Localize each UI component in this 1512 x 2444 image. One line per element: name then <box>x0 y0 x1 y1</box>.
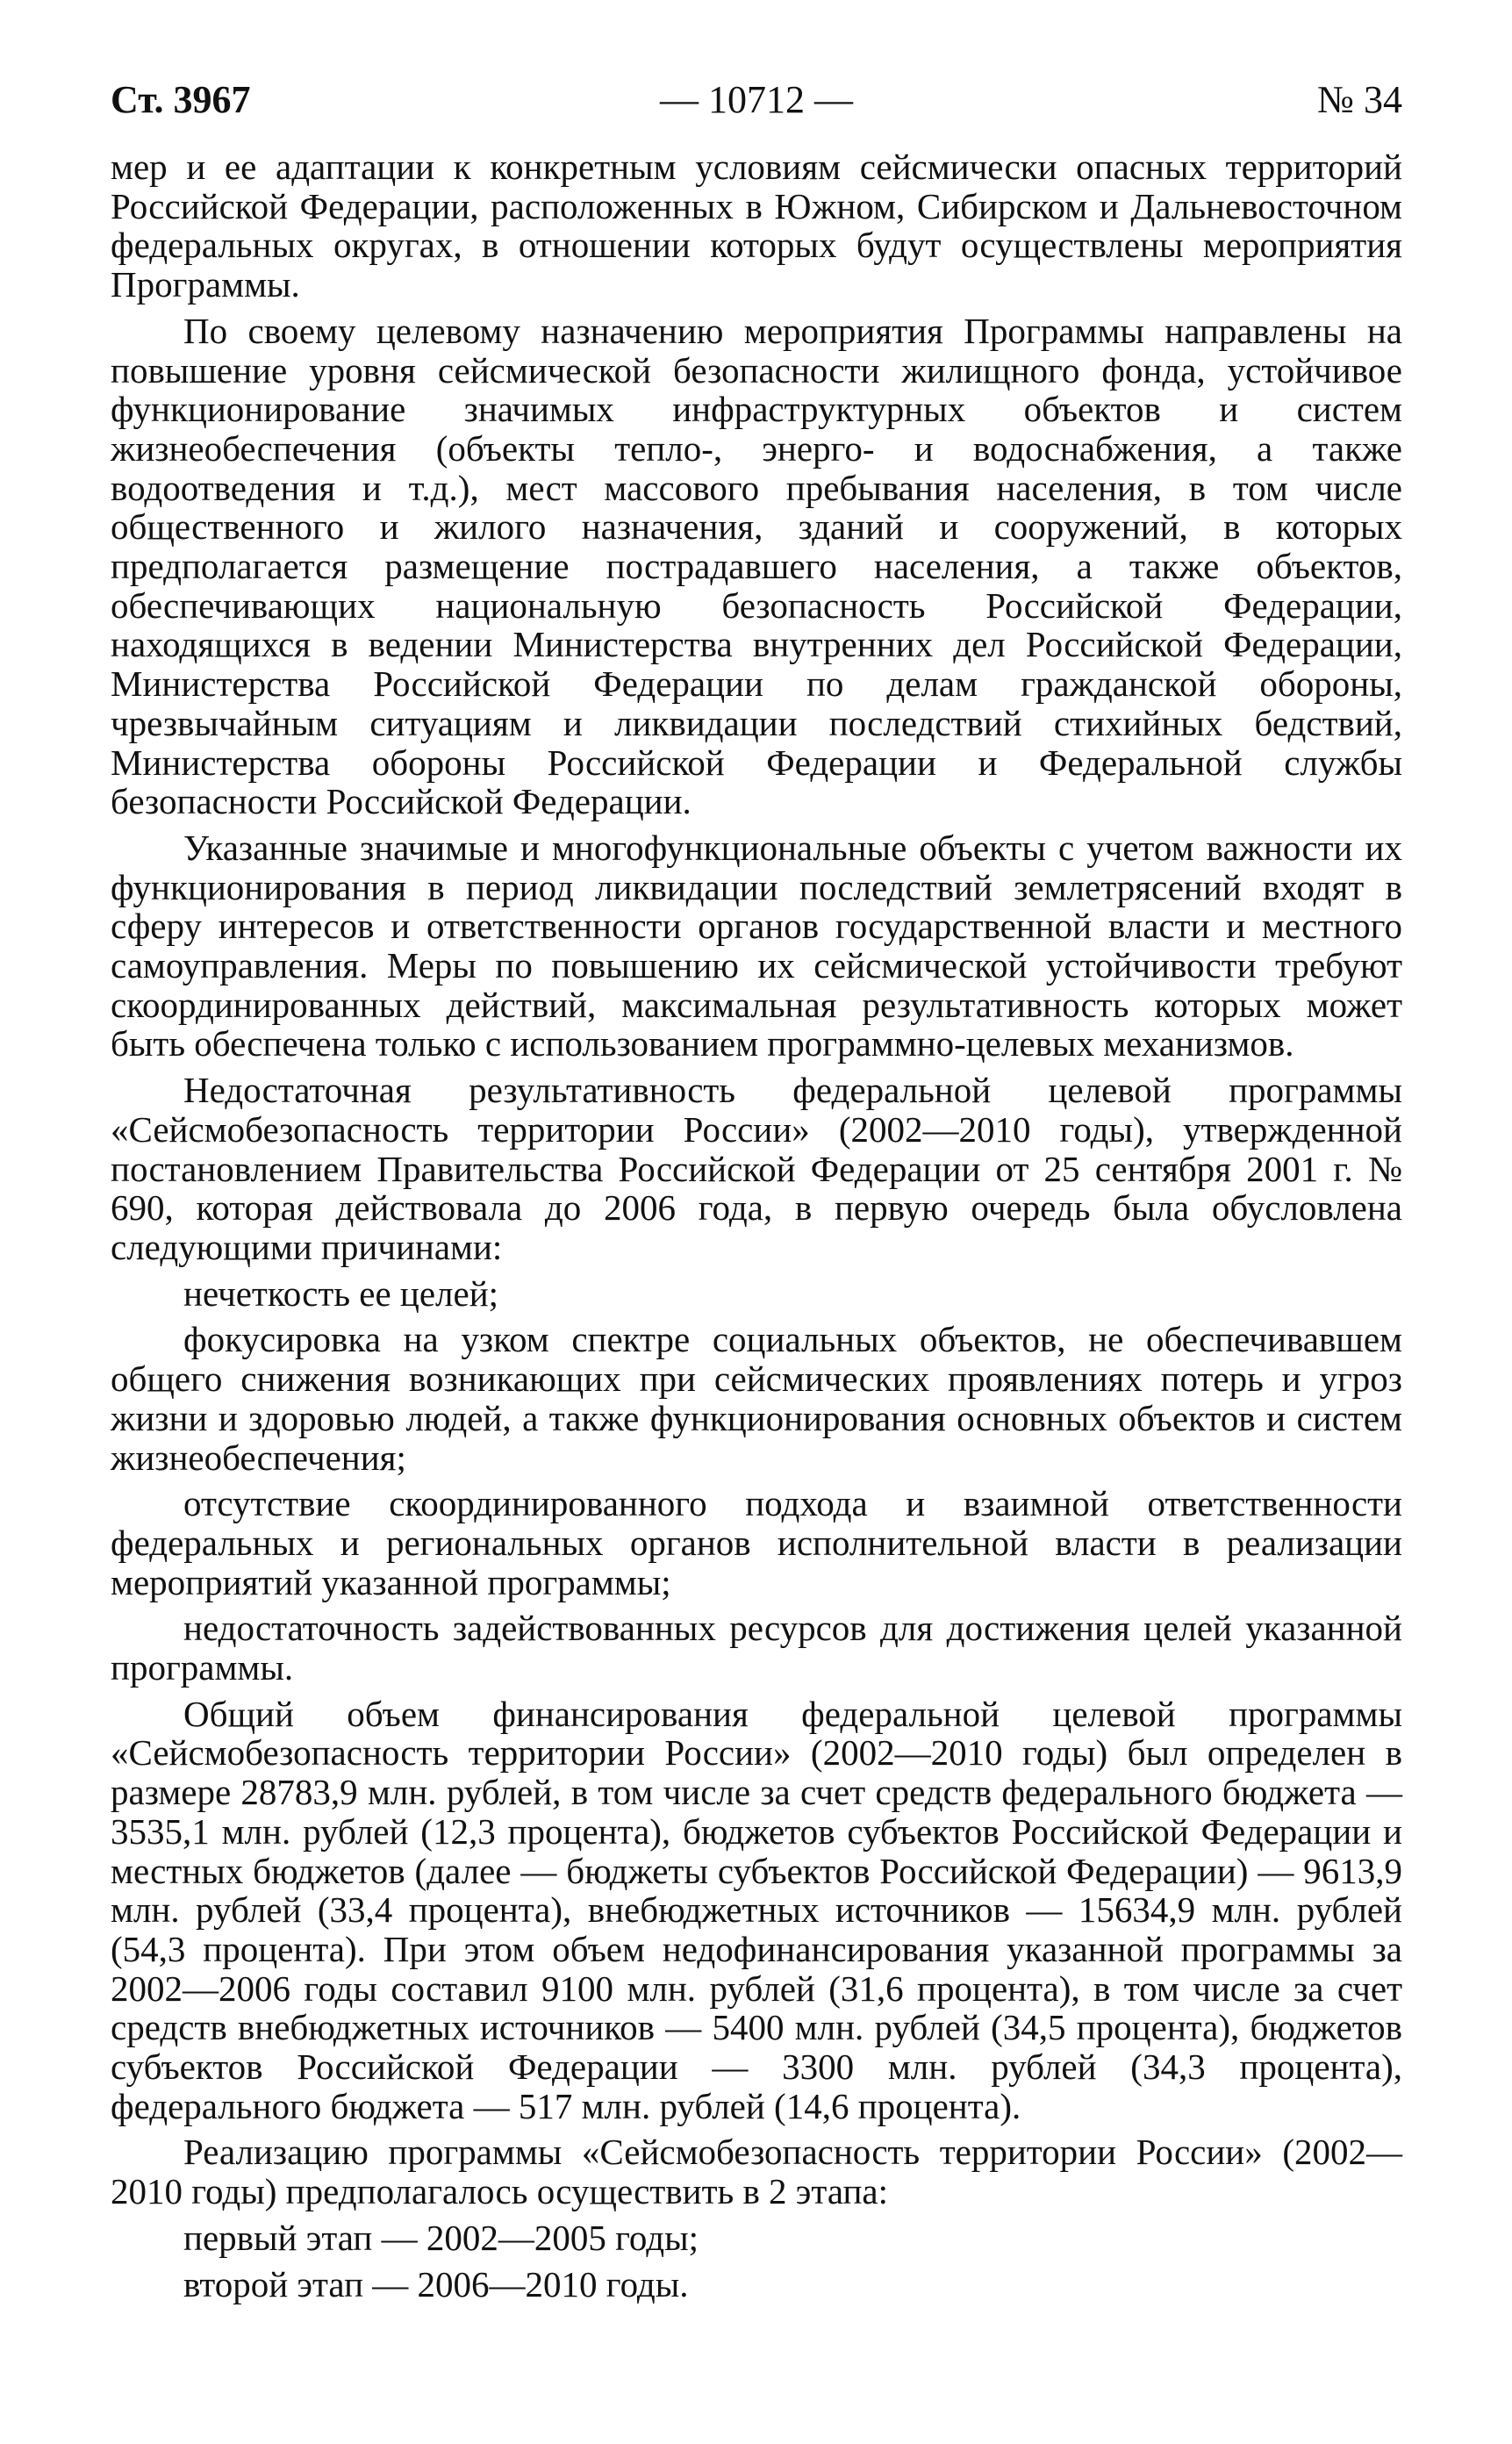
article-number: Ст. 3967 <box>111 78 251 121</box>
list-item-reason-2: фокусировка на узком спектре социальных объектов, не обеспечивавшем общего снижения возникающих при сейсмических проявлениях потерь и угроз жизни и здоровью людей, а также функционирования основных объектов и систем жизнеобеспечения; <box>111 1319 1402 1478</box>
paragraph-financing: Общий объем финансирования федеральной целевой программы «Сейсмобезопасность территории России» (2002—2010 годы) был определен в размере 28783,9 млн. рублей, в том числе за счет средств федерального бюджета — 3535,1 млн. рублей (12,3 процента), бюджетов субъектов Российской Федерации и местных бюджетов (далее — бюджеты субъектов Российской Федерации) — 9613,9 млн. рублей (33,4 процента), внебюджетных источников — 15634,9 млн. рублей (54,3 процента). При этом объем недофинансирования указанной программы за 2002—2006 годы составил 9100 млн. рублей (31,6 процента), в том числе за счет средств внебюджетных источников — 5400 млн. рублей (34,5 процента), бюджетов субъектов Российской Федерации — 3300 млн. рублей (34,3 процента), федерального бюджета — 517 млн. рублей (14,6 процента). <box>111 1693 1402 2126</box>
paragraph-continuation: мер и ее адаптации к конкретным условиям сейсмически опасных территорий Российской Федерации, расположенных в Южном, Сибирском и Дальневосточном федеральных округах, в отношении которых будут осуществлены мероприятия Программы. <box>111 147 1402 305</box>
list-item-stage-2: второй этап — 2006—2010 годы. <box>183 2263 689 2304</box>
paragraph-stages: Реализацию программы «Сейсмобезопасность территории России» (2002—2010 годы) предполагалось осуществить в 2 этапа: <box>111 2132 1402 2212</box>
paragraph-objects: Указанные значимые и многофункциональные объекты с учетом важности их функционирования в период ликвидации последствий землетрясений входят в сферу интересов и ответственности органов государственной власти и местного самоуправления. Меры по повышению их сейсмической устойчивости требуют скоординированных действий, максимальная результативность которых может быть обеспечена только с использованием программно-целевых механизмов. <box>111 827 1402 1064</box>
page-number: — 10712 — <box>660 78 853 121</box>
list-item-reason-3: отсутствие скоординированного подхода и взаимной ответственности федеральных и региональных органов исполнительной власти в реализации мероприятий указанной программы; <box>111 1483 1402 1602</box>
issue-number: № 34 <box>1317 78 1402 121</box>
list-item-reason-4: недостаточность задействованных ресурсов для достижения целей указанной программы. <box>111 1608 1402 1688</box>
document-body <box>111 147 1402 2304</box>
page-header <box>111 72 1402 128</box>
paragraph-insufficient-results: Недостаточная результативность федеральной целевой программы «Сейсмобезопасность территории России» (2002—2010 годы), утвержденной постановлением Правительства Российской Федерации от 25 сентября 2001 г. № 690, которая действовала до 2006 года, в первую очередь была обусловлена следующими причинами: <box>111 1070 1402 1267</box>
document-page <box>111 72 1402 2311</box>
list-item-reason-1: нечеткость ее целей; <box>183 1272 499 1314</box>
list-item-stage-1: первый этап — 2002—2005 годы; <box>183 2217 699 2258</box>
paragraph-purpose: По своему целевому назначению мероприятия Программы направлены на повышение уровня сейсмической безопасности жилищного фонда, устойчивое функционирование значимых инфраструктурных объектов и систем жизнеобеспечения (объекты тепло-, энерго- и водоснабжения, а также водоотведения и т.д.), мест массового пребывания населения, в том числе общественного и жилого назначения, зданий и сооружений, в которых предполагается размещение пострадавшего населения, а также объектов, обеспечивающих национальную безопасность Российской Федерации, находящихся в ведении Министерства внутренних дел Российской Федерации, Министерства Российской Федерации по делам гражданской обороны, чрезвычайным ситуациям и ликвидации последствий стихийных бедствий, Министерства обороны Российской Федерации и Федеральной службы безопасности Российской Федерации. <box>111 310 1402 822</box>
